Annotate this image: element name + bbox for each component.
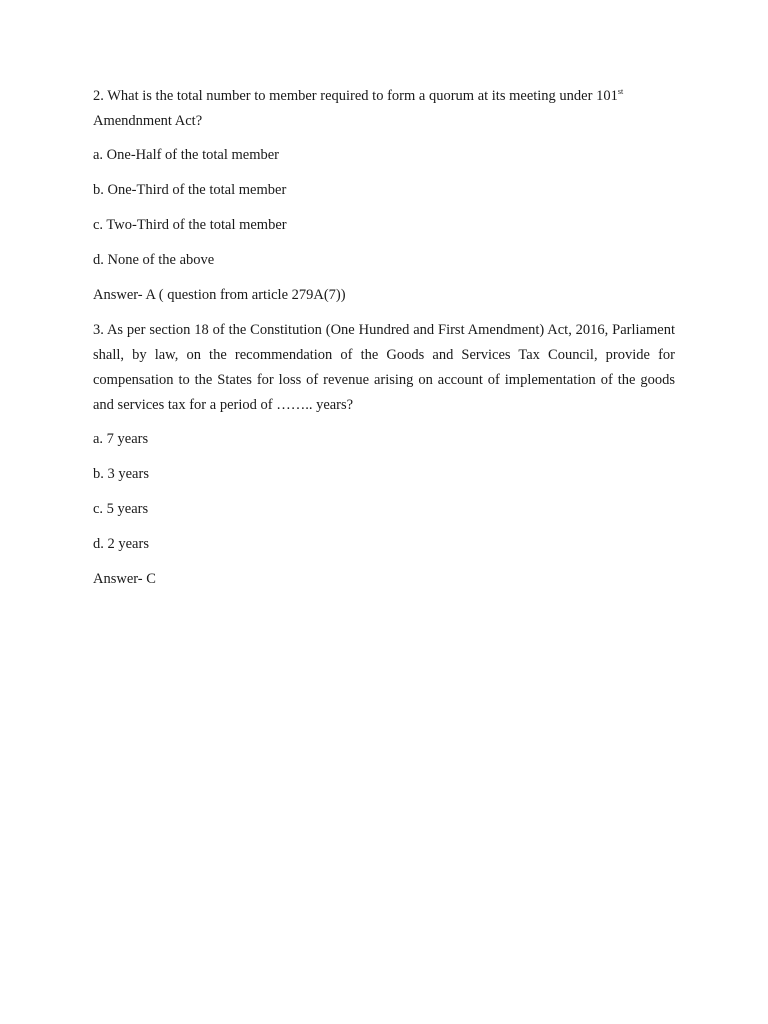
ordinal-suffix: st (617, 87, 624, 96)
option-a: a. 7 years (93, 431, 149, 447)
question-3: 3. As per section 18 of the Constitution (One Hundred and First Amendment) Act, 2016, Parliament shall, by law, on the recommendation of the Goods and Services Tax Council, provide for compensation to the States for loss of revenue arising on account of implementation of the goods and services tax for a period of …….. years? (93, 322, 675, 413)
option-d: d. 2 years (93, 536, 149, 552)
option-c: c. Two-Third of the total member (93, 217, 287, 233)
question-2 (93, 84, 675, 134)
question-2-text-end: Amendnment Act? (93, 113, 203, 129)
option-a: a. One-Half of the total member (93, 147, 280, 163)
option-d: d. None of the above (93, 252, 215, 268)
answer-3: Answer- C (93, 571, 156, 587)
option-b: b. 3 years (93, 466, 149, 482)
question-2-text: 2. What is the total number to member required to form a quorum at its meeting under 101 (93, 88, 618, 104)
option-b: b. One-Third of the total member (93, 182, 287, 198)
document-content (93, 84, 675, 602)
option-c: c. 5 years (93, 501, 149, 517)
answer-2: Answer- A ( question from article 279A(7)) (93, 287, 346, 303)
